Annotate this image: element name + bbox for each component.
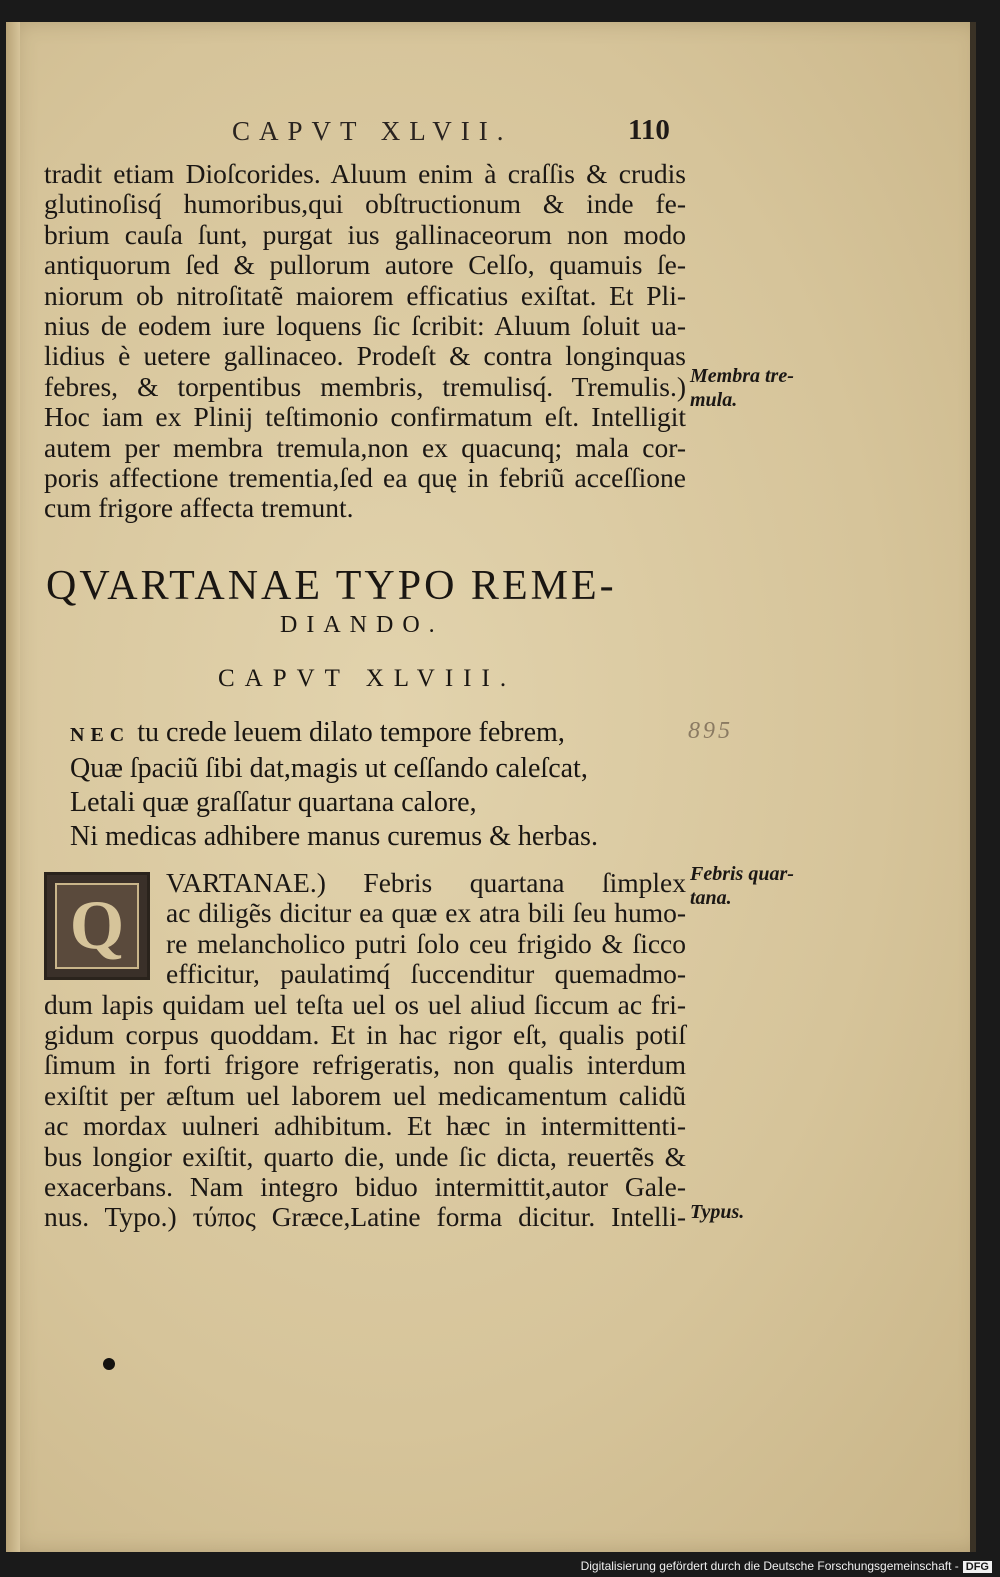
text-block-1 [44, 159, 686, 524]
section-title: QVARTANAE TYPO REME- [46, 563, 617, 609]
verse-line: Quæ ſpaciũ ſibi dat,magis ut ceſſando caleſcat, [70, 753, 588, 784]
text-line: exiſtit per æſtum uel laborem uel medicamentum calidũ [44, 1079, 686, 1111]
page-number: 110 [628, 114, 670, 146]
text-line: bus longior exiſtit, quarto die, unde ſic dicta, reuertẽs & [44, 1140, 686, 1172]
margin-note-line: Membra tre- [690, 365, 794, 387]
text-line: exacerbans. Nam integro biduo intermittit,autor Gale- [44, 1171, 686, 1203]
margin-note-line: Febris quar- [690, 863, 794, 885]
footer-text: Digitalisierung gefördert durch die Deutsche Forschungsgemeinschaft - [580, 1559, 959, 1573]
text-line: ſimum in forti frigore refrigeratis, non qualis interdum [44, 1049, 686, 1081]
text-line: antiquorum ſed & pullorum autore Celſo, quamuis ſe- [44, 249, 686, 281]
text-line: poris affectione trementia,ſed ea quę in febriũ acceſſione [44, 462, 686, 494]
section-subtitle: DIANDO. [280, 612, 444, 638]
text-line: VARTANAE.) Febris quartana ſimplex [166, 867, 686, 898]
text-line: dum lapis quidam uel teſta uel os uel aliud ſiccum ac fri- [44, 988, 686, 1020]
verse-lead: NEC [70, 724, 131, 746]
text-line: autem per membra tremula,non ex quacunq; mala cor- [44, 431, 686, 463]
handwritten-note: 895 [688, 718, 733, 744]
verse-line: Ni medicas adhibere manus curemus & herbas. [70, 821, 598, 852]
margin-note-typus [690, 1200, 744, 1224]
text-line: ac mordax uulneri adhibitum. Et hæc in intermittenti- [44, 1110, 686, 1142]
chapter-heading: CAPVT XLVIII. [218, 665, 517, 692]
text-line: lidius è uetere gallinaceo. Prodeſt & contra longinquas [44, 340, 686, 372]
funding-footer [581, 1559, 992, 1573]
text-line: febres, & torpentibus membris, tremulisq́. Tremulis.) [44, 370, 686, 402]
verse-block [70, 716, 690, 854]
margin-note-line: Typus. [690, 1201, 745, 1223]
ink-spot [103, 1358, 115, 1370]
text-line: cum frigore affecta tremunt. [44, 492, 354, 524]
initial-letter: Q [69, 887, 125, 964]
verse-text: tu crede leuem dilato tempore febrem, [130, 717, 565, 748]
text-line: tradit etiam Dioſcorides. Aluum enim à craſſis & crudis [44, 158, 686, 189]
verse-line [70, 716, 690, 752]
text-block-2 [44, 868, 686, 1233]
text-line: brium cauſa ſunt, purgat ius gallinaceorum non modo [44, 218, 686, 250]
text-line: efficitur, paulatimq́ ſuccenditur quemadmo- [166, 958, 686, 990]
margin-note-membra [690, 364, 794, 412]
margin-note-line: mula. [690, 389, 738, 411]
text-line: gidum corpus quoddam. Et in hac rigor eſt, qualis potiſ [44, 1019, 686, 1051]
text-line: nus. Typo.) τύπος Græce,Latine forma dicitur. Intelli- [44, 1201, 686, 1233]
text-line: niorum ob nitroſitatẽ maiorem efficatius exiſtat. Et Pli- [44, 279, 686, 311]
running-head: CAPVT XLVII. [232, 116, 513, 146]
text-line: re melancholico putri ſolo ceu frigido & ſicco [166, 927, 686, 959]
dfg-logo: DFG [963, 1561, 992, 1573]
text-line: ac diligẽs dicitur ea quæ ex atra bili ſeu humo- [166, 897, 686, 929]
verse-line: Letali quæ graſſatur quartana calore, [70, 787, 477, 818]
margin-note-febris [690, 862, 794, 910]
margin-note-line: tana. [690, 887, 732, 909]
text-line: Hoc iam ex Plinij teſtimonio confirmatum eſt. Intelligit [44, 401, 686, 433]
text-line: nius de eodem iure loquens ſic ſcribit: Aluum ſoluit ua- [44, 310, 686, 342]
text-line: glutinoſisq́ humoribus,qui obſtructionum & inde fe- [44, 188, 686, 220]
page-edge [6, 22, 20, 1552]
